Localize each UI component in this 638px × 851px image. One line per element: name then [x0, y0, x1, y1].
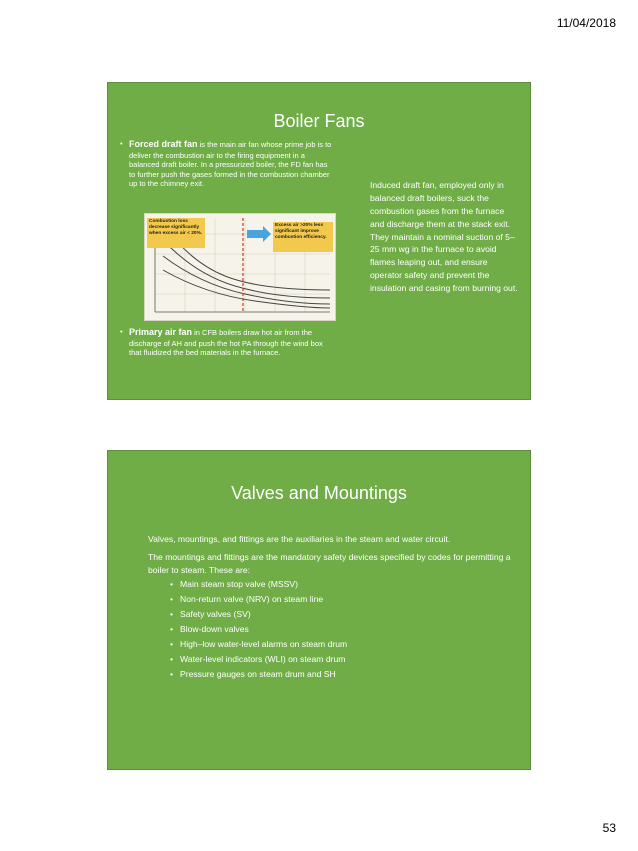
list-item: • Main steam stop valve (MSSV) [170, 578, 518, 590]
slide-valves-mountings [107, 450, 531, 770]
bullet-text: is the main air fan whose prime job is to deliver the combustion air to the firing equipment in a balanced draft boiler. In a pressurized boiler, the FD fan has to further push the gases formed in the combustion chamber up to the chimney exit. [129, 140, 332, 189]
induced-draft-fan-text: Induced draft fan, employed only in balanced draft boilers, suck the combustion gases from the furnace and discharge them at the stack exit. They maintain a nominal suction of 5–25 mm wg in the furnace to avoid flames leaping out, and ensure operator safety and prevent the insulation and casing from burning out. [370, 180, 518, 294]
mountings-list [148, 578, 518, 680]
bullet-text: in CFB boilers draw hot air from the discharge of AH and push the hot PA through the wind box that fluidized the bed materials in the furnace. [129, 328, 323, 358]
list-item: • High–low water-level alarms on steam drum [170, 638, 518, 650]
date-header: 11/04/2018 [556, 16, 616, 30]
slide-body [148, 533, 518, 683]
list-item: • Blow-down valves [170, 623, 518, 635]
bullet-lead: Forced draft fan [129, 139, 198, 149]
slide-boiler-fans [107, 82, 531, 400]
slide-title: Boiler Fans [273, 111, 365, 131]
bullet-forced-draft-fan [120, 139, 335, 189]
bullet-dot-icon: • [120, 139, 123, 148]
paragraph-mountings: The mountings and fittings are the mandatory safety devices specified by codes for permitting a boiler to steam. These are: [148, 552, 511, 575]
list-item: • Non-return valve (NRV) on steam line [170, 593, 518, 605]
slide-title: Valves and Mountings [231, 483, 407, 503]
bullet-primary-air-fan [120, 327, 335, 358]
bullet-lead: Primary air fan [129, 327, 193, 337]
chart-callout-left: Combustion loss decrease significantly when excess air < 20%. [149, 219, 203, 236]
chart-callout-right: Excess air >20% less significant improve combustion efficiency. [275, 223, 327, 240]
page-number: 53 [602, 821, 616, 835]
paragraph-intro: Valves, mountings, and fittings are the auxiliaries in the steam and water circuit. [148, 534, 451, 544]
list-item: • Safety valves (SV) [170, 608, 518, 620]
list-item: • Water-level indicators (WLI) on steam drum [170, 653, 518, 665]
list-item: • Pressure gauges on steam drum and SH [170, 668, 518, 680]
bullet-dot-icon: • [120, 327, 123, 336]
combustion-loss-chart-image [144, 213, 336, 321]
